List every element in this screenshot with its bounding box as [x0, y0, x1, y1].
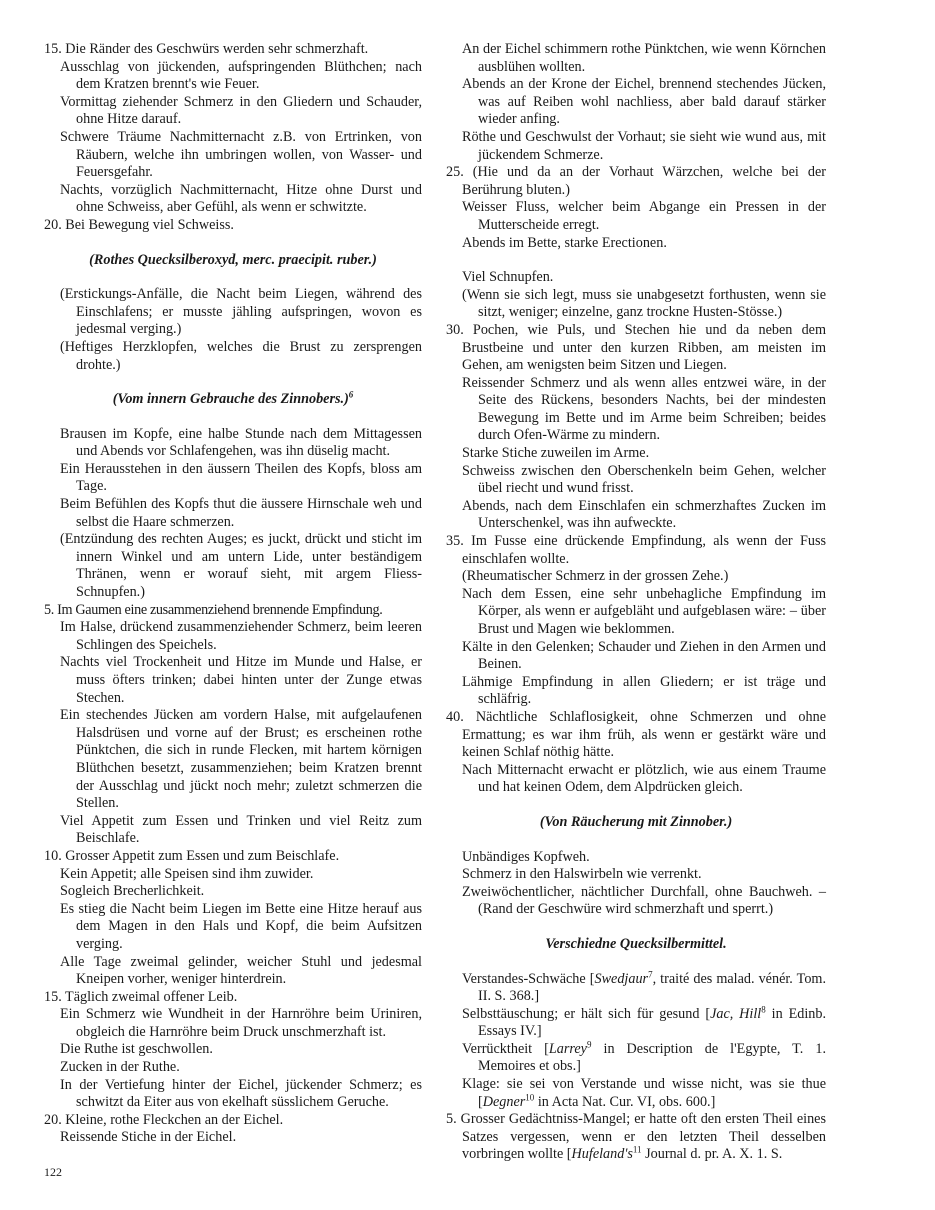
entry: Schwere Träume Nachmitternacht z.B. von Ertrinken, von Räubern, welche ihn umbringen wollen, von Wasser- und Feuersgefahr. — [60, 128, 422, 181]
entry: Abends im Bette, starke Erectionen. — [462, 234, 667, 251]
entry: (Erstickungs-Anfälle, die Nacht beim Liegen, während des Einschlafens; er musste jähling aufspringen, wovon es jedesmal verging.) — [60, 286, 422, 338]
left-column — [44, 41, 422, 1147]
entry: 15. Täglich zweimal offener Leib. — [44, 988, 238, 1005]
entry: Zucken in der Ruthe. — [60, 1059, 180, 1076]
footnote-marker: 7 — [648, 968, 653, 979]
entry: Ausschlag von jückenden, aufspringenden Blüthchen; nach dem Kratzen brennt's wie Feuer. — [60, 58, 422, 93]
author-name: Degner — [482, 1093, 526, 1110]
entry: 20. Kleine, rothe Fleckchen an der Eichel. — [44, 1111, 284, 1128]
entry: Sogleich Brecherlichkeit. — [60, 883, 205, 900]
entry: 30. Pochen, wie Puls, und Stechen hie und da neben dem Brustbeine und unter den kurzen Ribben, am meisten im Gehen, am wenigsten beim Sitzen und Liegen. — [446, 321, 826, 374]
entry-text: , traité des malad. vénér. Tom. II. S. 368.] — [478, 970, 826, 1005]
entry-text: in Description de l'Egypte, T. 1. Memoires et obs.] — [478, 1040, 826, 1075]
entry: Es stieg die Nacht beim Liegen im Bette eine Hitze herauf aus dem Magen in den Hals und Kopf, die beim Aufsitzen verging. — [60, 900, 422, 952]
entry — [446, 1111, 826, 1164]
entry: (Heftiges Herzklopfen, welches die Brust zu zersprengen drohte.) — [60, 338, 422, 373]
entry: Abends, nach dem Einschlafen ein schmerzhaftes Zucken im Unterschenkel, was ihn aufweckte. — [462, 497, 826, 532]
entry: Kälte in den Gelenken; Schauder und Ziehen in den Armen und Beinen. — [462, 638, 826, 673]
entry: Nach dem Essen, eine sehr unbehagliche Empfindung im Körper, als wenn er aufgebläht und aufgeblasen wäre: – über Brust und Magen wie beklommen. — [462, 585, 826, 637]
entry: Ein stechendes Jücken am vordern Halse, mit aufgelaufenen Halsdrüsen und vorne auf der Brust; es erscheinen rothe Pünktchen, die sich in runde Flecken, mit hartem körnigen Blüthchen besetzt, zusammenziehen; beim Kratzen brennt der Ausschlag und jückt noch mehr; zuletzt schmerzen die Stellen. — [60, 707, 422, 812]
author-name: Swedjaur — [594, 970, 649, 987]
entry: Brausen im Kopfe, eine halbe Stunde nach dem Mittagessen und Abends vor Schlafengehen, was ihn düselig macht. — [60, 425, 422, 460]
entry: Schweiss zwischen den Oberschenkeln beim Gehen, welcher übel riecht und wund frisst. — [462, 462, 826, 497]
page-number: 122 — [44, 1165, 62, 1179]
entry: Kein Appetit; alle Speisen sind ihm zuwider. — [60, 865, 314, 882]
entry: Nachts, vorzüglich Nachmitternacht, Hitze ohne Durst und ohne Schweiss, aber Gefühl, als wenn er schwitzte. — [60, 181, 422, 216]
entry: Im Halse, drückend zusammenziehender Schmerz, beim leeren Schlingen des Speichels. — [60, 619, 422, 653]
section-heading — [44, 391, 422, 409]
footnote-marker: 8 — [761, 1003, 766, 1014]
entry: Die Ruthe ist geschwollen. — [60, 1041, 213, 1058]
entry: 20. Bei Bewegung viel Schweiss. — [44, 216, 234, 233]
entry: Reissende Stiche in der Eichel. — [60, 1129, 237, 1146]
section-heading: (Rothes Quecksilberoxyd, merc. praecipit. ruber.) — [89, 251, 377, 268]
entry: 25. (Hie und da an der Vorhaut Wärzchen, welche bei der Berührung bluten.) — [446, 164, 826, 198]
entry: Unbändiges Kopfweh. — [462, 848, 590, 865]
entry-text: Selbsttäuschung; er hält sich für gesund [ — [462, 1005, 711, 1022]
author-name: Larrey — [548, 1040, 587, 1057]
entry: Weisser Fluss, welcher beim Abgange ein Pressen in der Mutterscheide erregt. — [462, 199, 826, 233]
entry: Zweiwöchentlicher, nächtlicher Durchfall, ohne Bauchweh. – (Rand der Geschwüre wird schmerzhaft und sperrt.) — [462, 883, 826, 918]
spacer — [446, 252, 826, 269]
footnote-marker: 10 — [525, 1091, 535, 1102]
entry: Nachts viel Trockenheit und Hitze im Munde und Halse, er muss öfters trinken; dabei hinten unter der Zunge etwas Stechen. — [60, 654, 422, 706]
footnote-marker: 11 — [632, 1144, 642, 1155]
entry: Reissender Schmerz und als wenn alles entzwei wäre, in der Seite des Rückens, besonders Nachts, bei der mindesten Bewegung im Bette und im Arme beim Schreiben; beides durch Ofen-Wärme zu mindern. — [462, 374, 826, 444]
heading-text: (Vom innern Gebrauche des Zinnobers.) — [112, 391, 349, 408]
entry — [446, 1076, 826, 1111]
entry: 10. Grosser Appetit zum Essen und zum Beischlafe. — [44, 847, 340, 864]
entry-text: Verrücktheit [ — [462, 1040, 549, 1057]
entry-text: 5. Grosser Gedächtniss-Mangel; er hatte oft den ersten Theil eines Satzes vergessen, wenn er den letzten Theil desselben vorbringen wollte [ — [446, 1111, 826, 1163]
author-name: Hufeland's — [571, 1146, 633, 1163]
entry-text: Klage: sie sei von Verstande und wisse nicht, was sie thue [ — [462, 1076, 826, 1110]
entry: (Rheumatischer Schmerz in der grossen Zehe.) — [462, 568, 729, 585]
entry: 40. Nächtliche Schlaflosigkeit, ohne Schmerzen und ohne Ermattung; es war ihm früh, als wenn er gestärkt wäre und keinen Schlaf nöthig hätte. — [446, 708, 826, 761]
entry: 15. Die Ränder des Geschwürs werden sehr schmerzhaft. — [44, 41, 369, 57]
entry: Viel Schnupfen. — [462, 269, 554, 286]
entry: 35. Im Fusse eine drückende Empfindung, als wenn der Fuss einschlafen wollte. — [446, 533, 826, 567]
entry: Beim Befühlen des Kopfs thut die äussere Hirnschale weh und selbst die Haare schmerzen. — [60, 496, 422, 530]
entry: Alle Tage zweimal gelinder, weicher Stuhl und jedesmal Kneipen vorher, weniger hinterdrein. — [60, 953, 422, 988]
entry: Abends an der Krone der Eichel, brennend stechendes Jücken, was auf Reiben wohl nachliess, aber bald darauf stärker wieder anfing. — [462, 76, 826, 128]
entry — [446, 1003, 827, 1041]
entry: Nach Mitternacht erwacht er plötzlich, wie aus einem Traume und hat keinen Odem, dem Alpdrücken gleich. — [462, 761, 826, 796]
entry: 5. Im Gaumen eine zusammenziehend brennende Empfindung. — [44, 601, 383, 618]
entry-text: Journal d. pr. A. X. 1. S. — [641, 1146, 783, 1163]
right-column — [446, 41, 826, 1164]
entry-text: Verstandes-Schwäche [ — [462, 970, 595, 987]
entry: (Wenn sie sich legt, muss sie unabgesetzt forthusten, wenn sie sitzt, weniger; einzelne, ganz trockne Husten-Stösse.) — [462, 286, 826, 321]
entry: In der Vertiefung hinter der Eichel, jückender Schmerz; es schwitzt da Eiter aus von ekelhaft süsslichem Geruche. — [60, 1076, 422, 1111]
entry — [446, 968, 826, 1006]
section-heading: (Von Räucherung mit Zinnober.) — [539, 813, 733, 830]
entry: Röthe und Geschwulst der Vorhaut; sie sieht wie wund aus, mit jückendem Schmerze. — [462, 128, 826, 163]
entry: Ein Schmerz wie Wundheit in der Harnröhre beim Uriniren, obgleich die Harnröhre beim Druck unschmerzhaft ist. — [60, 1006, 422, 1040]
author-name: Jac, Hill — [710, 1005, 762, 1022]
footnote-marker: 6 — [348, 389, 354, 400]
entry: (Entzündung des rechten Auges; es juckt, drückt und sticht im innern Winkel und am untern Lide, unter beständigem Thränen, wenn er worauf sieht, mit argem Fliess-Schnupfen.) — [60, 531, 422, 601]
entry: Lähmige Empfindung in allen Gliedern; er ist träge und schläfrig. — [462, 673, 826, 708]
entry: Vormittag ziehender Schmerz in den Gliedern und Schauder, ohne Hitze darauf. — [60, 93, 422, 128]
section-heading: Verschiedne Quecksilbermittel. — [545, 935, 727, 952]
entry: Ein Herausstehen in den äussern Theilen des Kopfs, bloss am Tage. — [60, 460, 422, 495]
footnote-marker: 9 — [586, 1039, 592, 1050]
entry: Starke Stiche zuweilen im Arme. — [462, 445, 650, 462]
entry: An der Eichel schimmern rothe Pünktchen, wie wenn Körnchen ausblühen wollten. — [462, 41, 826, 75]
entry-text: in Acta Nat. Cur. VI, obs. 600.] — [534, 1093, 716, 1110]
entry-text: in Edinb. Essays IV.] — [478, 1005, 827, 1040]
entry — [446, 1041, 826, 1076]
entry: Viel Appetit zum Essen und Trinken und viel Reitz zum Beischlafe. — [60, 812, 422, 847]
entry: Schmerz in den Halswirbeln wie verrenkt. — [462, 866, 702, 883]
